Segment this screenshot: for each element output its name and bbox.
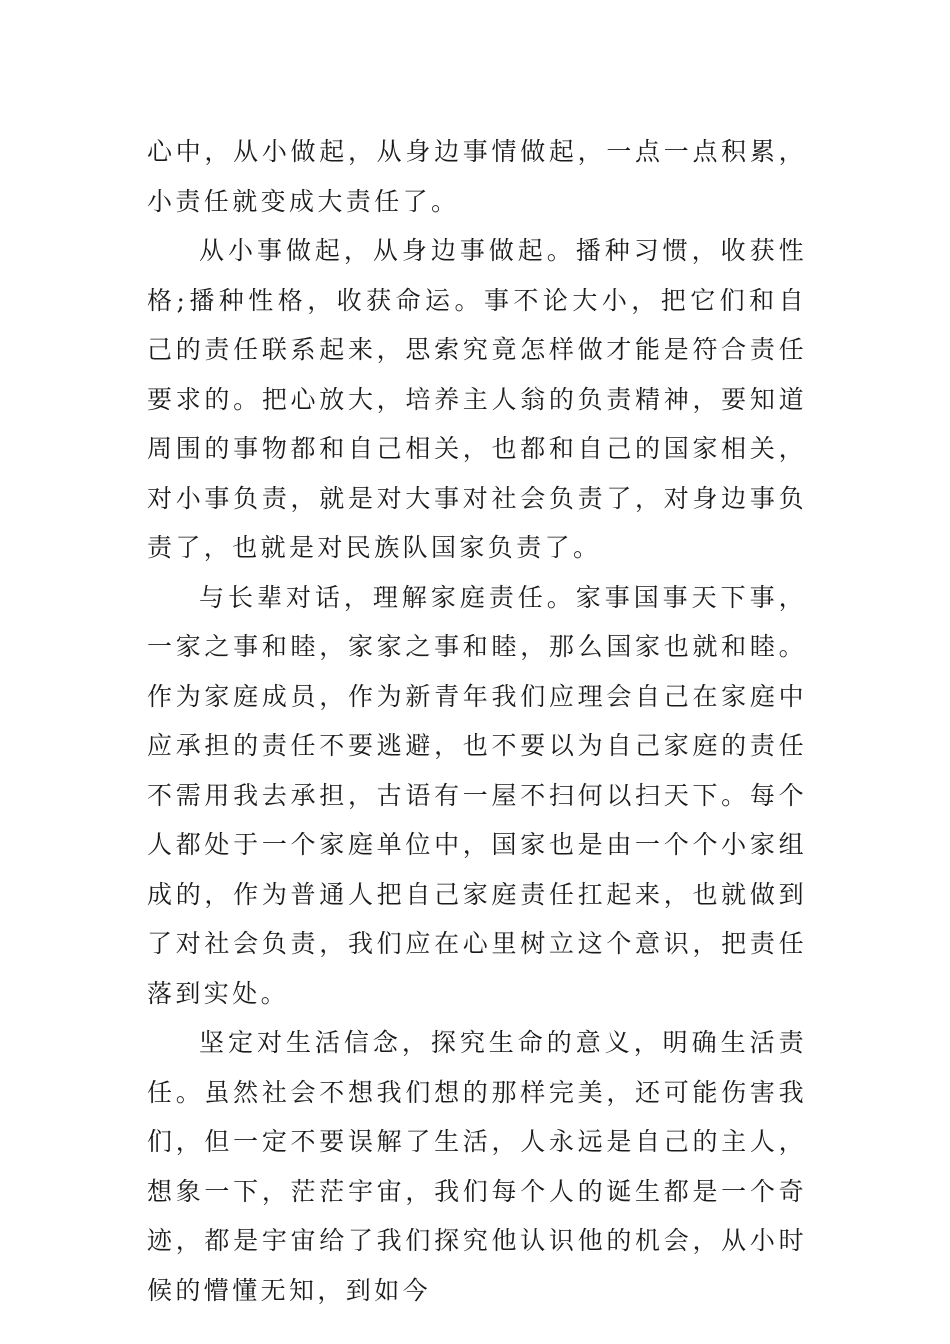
paragraph-family-responsibility: 与长辈对话，理解家庭责任。家事国事天下事，一家之事和睦，家家之事和睦，那么国家也就和睦。作为家庭成员，作为新青年我们应理会自己在家庭中应承担的责任不要逃避，也不要以为自己家庭的责任不需用我去承担，古语有一屋不扫何以扫天下。每个人都处于一个家庭单位中，国家也是由一个个小家组成的，作为普通人把自己家庭责任扛起来，也就做到了对社会负责，我们应在心里树立这个意识，把责任落到实处。 [147,582,807,1008]
paragraph-life-responsibility: 坚定对生活信念，探究生命的意义，明确生活责任。虽然社会不想我们想的那样完美，还可能伤害我们，但一定不要误解了生活，人永远是自己的主人，想象一下，茫茫宇宙，我们每个人的诞生都是一个奇迹，都是宇宙给了我们探究他认识他的机会，从小时候的懵懂无知，到如今 [147,1028,807,1305]
paragraph-small-things: 从小事做起，从身边事做起。播种习惯，收获性格;播种性格，收获命运。事不论大小，把它们和自己的责任联系起来，思索究竟怎样做才能是符合责任要求的。把心放大，培养主人翁的负责精神，要知道周围的事物都和自己相关，也都和自己的国家相关，对小事负责，就是对大事对社会负责了，对身边事负责了，也就是对民族队国家负责了。 [147,236,807,562]
paragraph-continuation: 心中，从小做起，从身边事情做起，一点一点积累，小责任就变成大责任了。 [147,137,807,216]
document-body [147,127,807,1315]
